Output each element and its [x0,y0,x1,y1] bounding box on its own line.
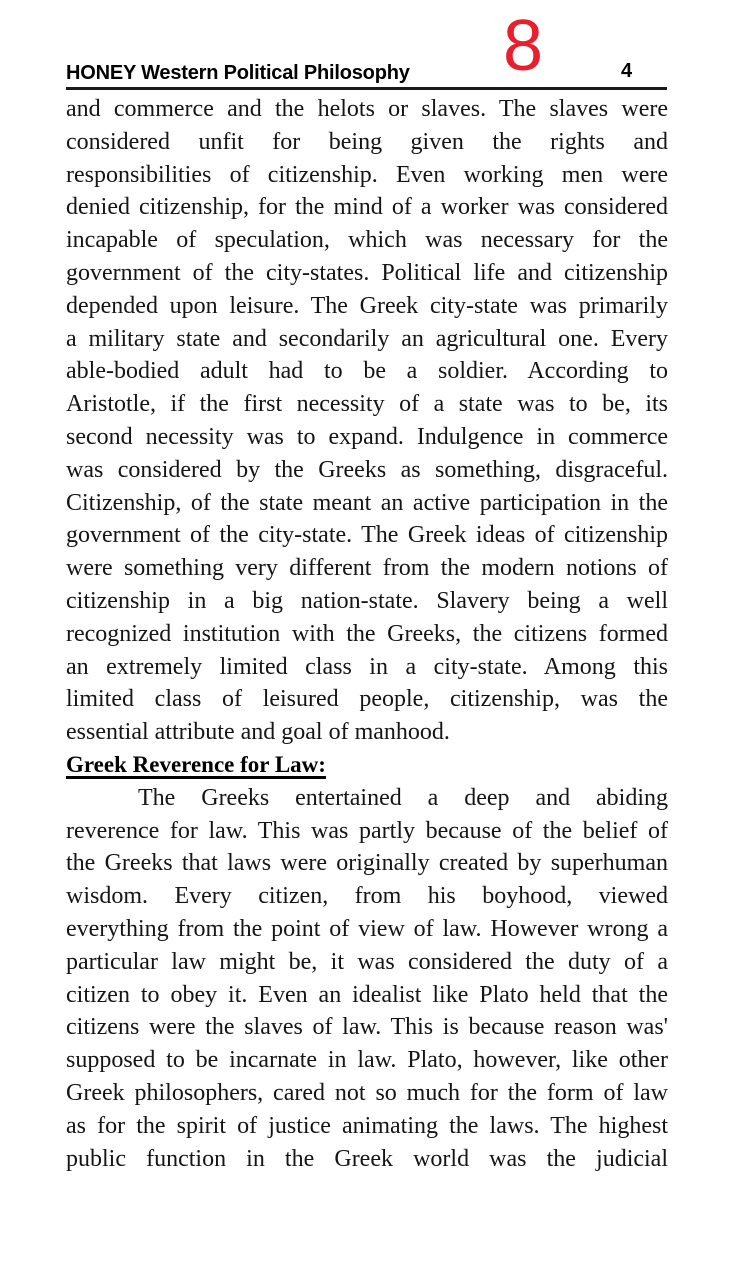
chapter-number: 8 [503,6,544,86]
text-line: the Greeks that laws were originally created by superhuman [66,850,668,877]
text-line: Greek philosophers, cared not so much for the form of law [66,1079,668,1106]
text-line: wisdom. Every citizen, from his boyhood, viewed [66,883,668,910]
page-body [66,93,668,1175]
text-line: Citizenship, of the state meant an active participation in the [66,489,668,516]
text-line: responsibilities of citizenship. Even working men were [66,161,668,188]
text-line: public function in the Greek world was the judicial [66,1145,668,1172]
paragraph [66,782,668,1176]
text-line: limited class of leisured people, citizenship, was the [66,686,668,713]
text-line: particular law might be, it was considered the duty of a [66,948,668,975]
text-line: a military state and secondarily an agricultural one. Every [66,325,668,352]
text-line: government of the city-states. Political life and citizenship [66,259,668,286]
text-line: recognized institution with the Greeks, the citizens formed [66,620,668,647]
text-line: were something very different from the modern notions of [66,555,668,582]
paragraph [66,93,668,749]
book-title: HONEY Western Political Philosophy [66,62,410,84]
text-line: The Greeks entertained a deep and abiding [138,784,668,811]
text-line: considered unfit for being given the rights and [66,128,668,155]
text-line: reverence for law. This was partly because of the belief of [66,817,668,844]
text-line: citizen to obey it. Even an idealist like Plato held that the [66,981,668,1008]
section-heading: Greek Reverence for Law: [66,751,326,777]
text-line: was considered by the Greeks as something, disgraceful. [66,456,668,483]
text-line: as for the spirit of justice animating the laws. The highest [66,1112,668,1139]
text-line: government of the city-state. The Greek ideas of citizenship [66,522,668,549]
text-line: everything from the point of view of law. However wrong a [66,915,668,942]
text-line: denied citizenship, for the mind of a worker was considered [66,194,668,221]
text-line: depended upon leisure. The Greek city-state was primarily [66,292,668,319]
text-line: second necessity was to expand. Indulgence in commerce [66,423,668,450]
text-line: Aristotle, if the first necessity of a state was to be, its [66,391,668,418]
text-line: able-bodied adult had to be a soldier. According to [66,358,668,385]
page-number: 4 [621,60,633,82]
text-line: essential attribute and goal of manhood. [66,719,450,746]
header-rule [66,87,667,90]
text-line: incapable of speculation, which was necessary for the [66,227,668,254]
text-line: citizenship in a big nation-state. Slavery being a well [66,587,668,614]
text-line: supposed to be incarnate in law. Plato, however, like other [66,1047,668,1074]
text-line: citizens were the slaves of law. This is because reason was' [66,1014,668,1041]
text-line: an extremely limited class in a city-state. Among this [66,653,668,680]
text-line: and commerce and the helots or slaves. The slaves were [66,96,668,122]
